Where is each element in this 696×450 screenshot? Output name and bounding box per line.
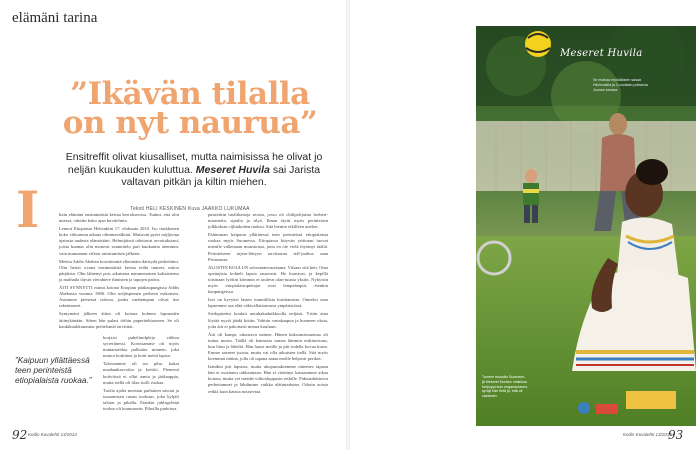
body-paragraph: paistettiin tuoltikanoja seosta, josso oli chilipolijaista berberi-maustetta, sipulia ja tilyä. Ilman täytti myös perinteisen jolkkoksin cijlttakohen tuoksu. Sitä hieniin eikilleen unelon. (208, 212, 328, 230)
page-number-right: 93 (668, 428, 684, 442)
folio-left: Kodin Kuvalehti 13/2014 (28, 432, 77, 437)
page-number-left: 92 (12, 428, 28, 442)
right-page (348, 0, 696, 450)
drop-cap: I (16, 180, 40, 239)
body-paragraph: Äiti oli kampi, rakastava nainen. Hänen kaksomatsuomaa oli tuttua musta. Täällä oli kannasta samaa lämmin estkinoisuus, kun liinu ja läheltä. Hän huusi meille ja piti todella kovaa kurin. Emme saaneet juosta, mutta vai olla aikuisten tiellä. Sitä myös koemmat itätinä, jolla oli tapana antaa meille helposti perikot. (208, 331, 328, 362)
body-paragraph: Meetta Addis Abeban koroskenttä elkeimäin dattrydä perhettämi. Olin hetoit ovuna ensimmäistä kertaa eräkt tunteet, mitoo pärjäisin. Olin lähtenyt pois aikaisena nammenaisen kaltaisiensa ja maihaila täysin vierahiere ihmisten ja tapojen pariin. (59, 258, 179, 282)
body-paragraph: ÄITI SYNNYTTI minut kotona Etiopian pääkaupungissa Addis Abebassa vuonna 1986. Olin neljäspienen perheen esikoinen. Asuimme pienessä talossa, jonka vanhempani olivat itse rakentaneet. (59, 285, 179, 309)
standfirst-post: sai Jarista valtavan pitkän ja kiltin miehen. (121, 163, 321, 188)
body-paragraph: Isänikin piti lapsista, mutta ukopumaksemme ninemes tapaan hän ei osottanut rakkauttaan. Hän ei viettänyt kansaamme aikaa kotona, mutta vei meidät viikonloppusin retkille. Pakoanhästuiva perhettamnei ja lähdimme vaikka elätintarhaan. Odotin aoista retkiä kuin kausia nouseviaa. (208, 364, 328, 394)
headline (40, 76, 340, 141)
body-column-1-continued (103, 335, 179, 414)
headline-line-1: ”Ikävän tilalla (70, 76, 310, 112)
section-label: elämäni tarina (12, 10, 98, 26)
photo-caption-bottom: Tuonen muuutto Suomeen, jä Meseret Huvilan maisissa helpoppi kuin enganantasen, syntyi hän tietä ja, että oli vastanen. (482, 375, 528, 399)
body-column-2 (208, 212, 328, 397)
body-paragraph: Talossamme oli iso piha, kukat maahankasvoiita ja keittiö. Pienessä kotiviissä ei ollut aania ja jääkaappia, mutta siellä oli tilaa isolli ruokaa. (103, 361, 179, 385)
standfirst-name: Meseret Huvila (195, 163, 270, 176)
body-paragraph: Tuolia ajalta muistan parhaiten savuut ja tuoaamisen ruuan tuoksun, joka kyljäli taloon ja pihalla. Etenkin juhlapyhinä tuokse oli kuumaavin. Pihoilla pudoissa (103, 387, 179, 412)
headline-line-2: on nyt naurua” (62, 105, 318, 141)
body-paragraph: Siedupiteäni kouluit uutuhakaduikkoolla neljästi. Yritin aina löytää nyytä jäädä kotiin. Vahtiin vanakaapua ja huoneen oksia, jotta äiti ei pakottaisi minua kouluun. (208, 311, 328, 329)
body-paragraph: Pahimman kaipuun yllättäessä teen perinteistä etiopialaista ruokaa myös Suomessa. Etiopiassa kityvän yrttiruan tuovat mieulle vallemaan muustoista, jotta en ole vielä löytänyt täältä. Perinteiseen injera-lättyyn tarvittavaa teff-jauhoa saan Priismasta. (208, 232, 328, 262)
photo-caption-top: Se mutkaa myödäksien sasaa Hiisimukilla ja 3-vuotiaan poikansa Joonan kanssa. (593, 78, 648, 92)
standfirst (58, 151, 330, 189)
body-paragraph: Syntymäni jälkeen äitini oli kotona kolmen lapsuuden äitinykänään. Sitten hän palasi töihin paperitehtaaseen. Se oli kaukikuukkanasina perhelsmäl tarvittiai. (59, 311, 179, 329)
standfirst-pre: Ensitreffit olivat kiusalliset, mutta naimisissa he olivat jo neljän kuukauden kuluttua. (65, 151, 323, 176)
feature-photo (476, 26, 696, 426)
body-paragraph: ltain elämäni ensimmäistä kertaa kerrokseossa. Tuntui, että olin unessa, odottin koko ajan kuvitelmia. (59, 212, 179, 224)
body-column-1 (59, 212, 179, 332)
family-photo-illustration (476, 26, 696, 426)
photo-name-tag: Meseret Huvila (560, 48, 643, 59)
body-paragraph: Isse on hyvyksi lasten ruumiillista kurittamista. Onneksi oma lapsemme saa elää väkivallattomassa ympäristössä. (208, 297, 328, 309)
body-paragraph: Lennot Etiopiasta Helsinkiin 17. elokuuta 2010. Iso ruukkunen koko viikonnun aikana olimmavalkitut. Muistoni pyöri mijljoona ajatusta uudesta elämästäni. Helmijäissä odottavat arvoituksiani, joista kunnas olin monesti suunnitelu pari kuukautta aiemmin, vain muutaman viikon tutustumisen jälkeen. (59, 226, 179, 256)
folio-right: Kodin Kuvalehti 13/2014 (623, 432, 672, 437)
spine-gutter (346, 0, 350, 450)
pull-quote: ”Kaipuun yllättäessä teen perinteistä etiopialaista ruokaa.” (15, 355, 92, 385)
body-paragraph: ÄLOSTIN KOULUN seitsemänvuotiaana. Viisaus sitä heti. Oma opettajista kohteli lapsia rauavasti. He huusivat, ja kepillä toisinaan lyötiin kömmin ei taulesn olan-tuusta yksiin. Nykyisin myös etiopialaisopettajat ovat lempeämpiä, etenkin kaupungeissa. (208, 264, 328, 295)
byline-credits: Teksti HELI KESKINEN Kuva JAAKKO LUKUMAA (130, 206, 250, 212)
body-paragraph: korjaisi puhelimilpleja välttoa syrreränessi. Korotsamme oli myös munaosaldaa pulkaitta minnen, joka matroi kotitiinsi ja hoiti meitä lapsia. (103, 335, 179, 359)
